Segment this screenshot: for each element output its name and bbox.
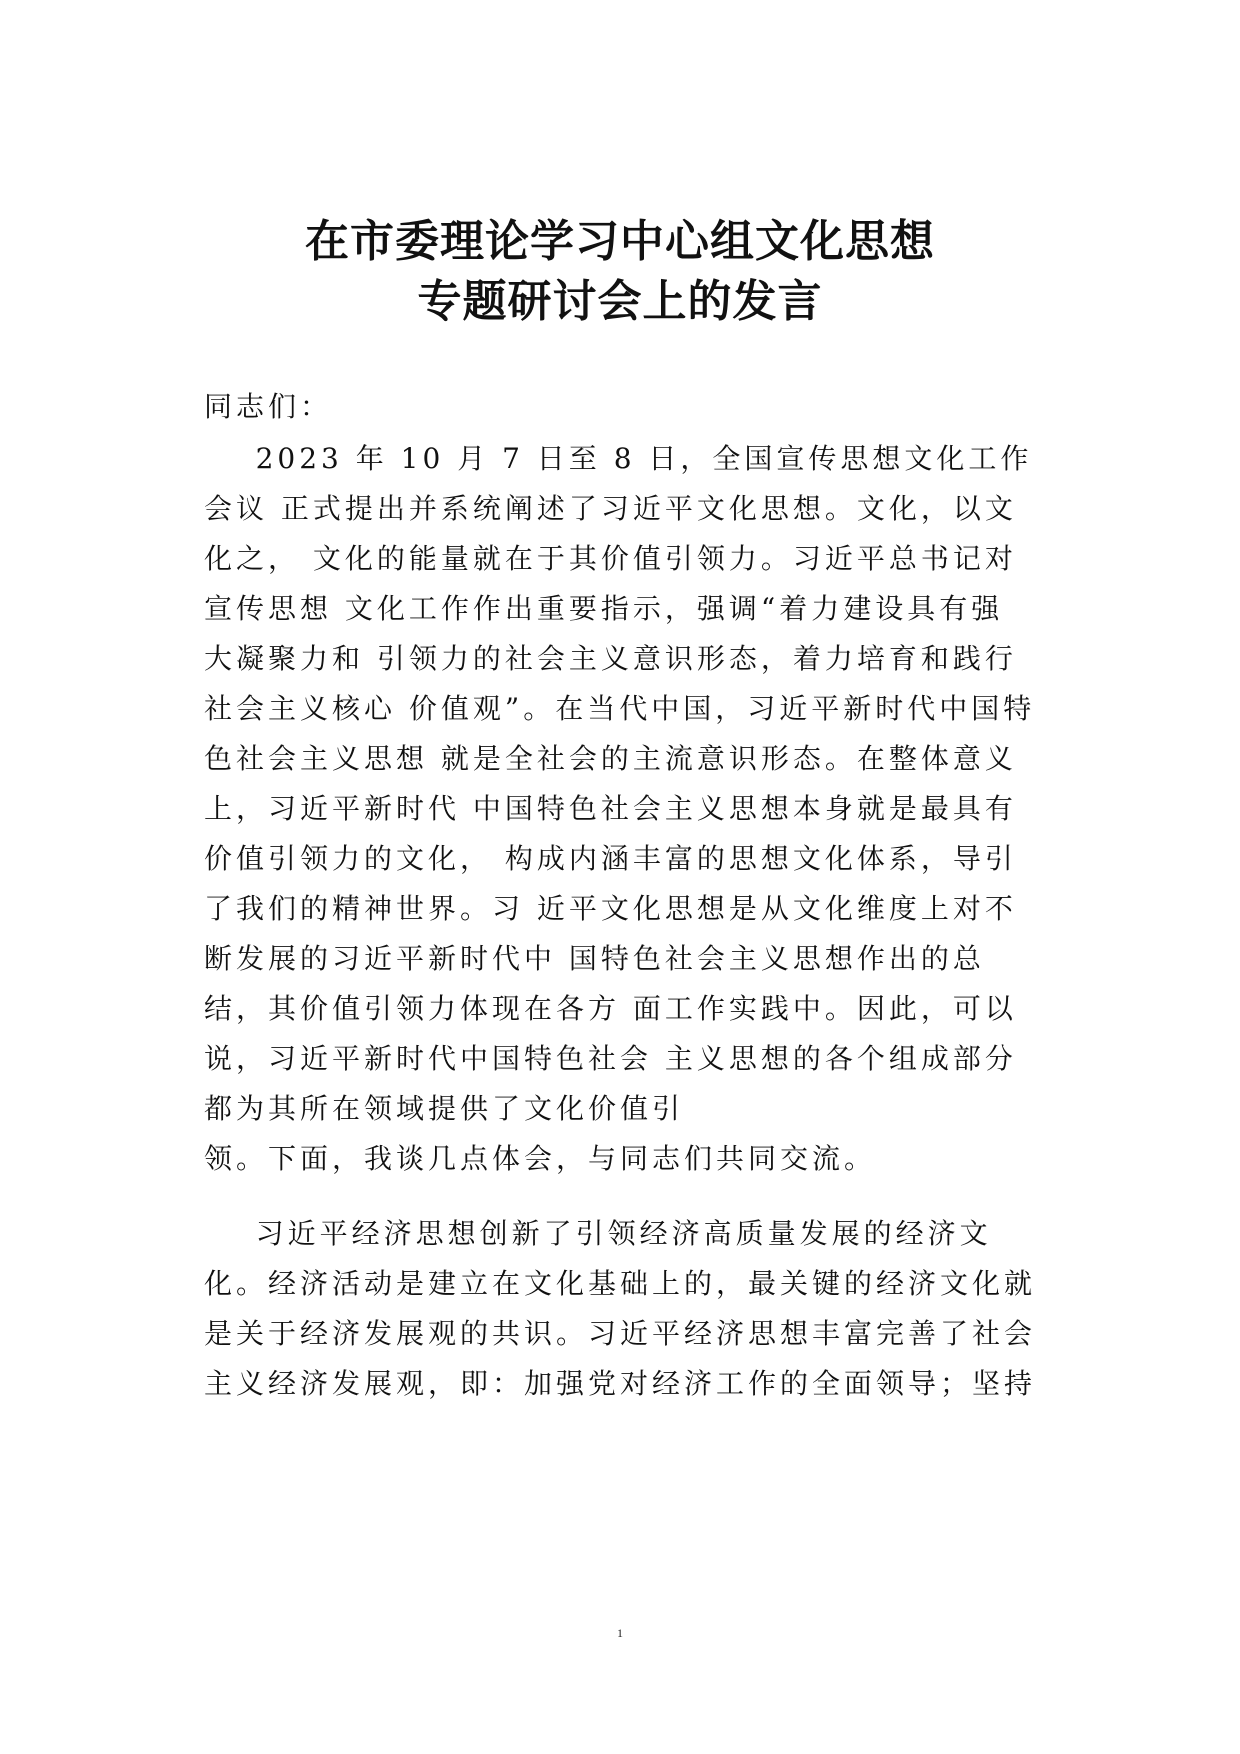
greeting-text: 同志们： — [204, 390, 333, 423]
paragraph-line: 化。经济活动是建立在文化基础上的，最关键的经济文化就 — [204, 1267, 1037, 1300]
paragraph-line: 上，习近平新时代 中国特色社会主义思想本身就是最具有 — [204, 792, 1017, 825]
paragraph-1 — [204, 434, 1084, 1184]
paragraph-line: 结，其价值引领力体现在各方 面工作实践中。因此，可以 — [204, 992, 1017, 1025]
paragraph-line: 大凝聚力和 引领力的社会主义意识形态，着力培育和践行 — [204, 642, 1017, 675]
paragraph-line: 2023 年 10 月 7 日至 8 日，全国宣传思想文化工作 — [204, 442, 1033, 475]
paragraph-line: 主义经济发展观，即：加强党对经济工作的全面领导；坚持 — [204, 1367, 1037, 1400]
paragraph-line: 是关于经济发展观的共识。习近平经济思想丰富完善了社会 — [204, 1317, 1037, 1350]
paragraph-line: 色社会主义思想 就是全社会的主流意识形态。在整体意义 — [204, 742, 1017, 775]
title-line-1: 在市委理论学习中心组文化思想 — [305, 216, 935, 267]
paragraph-line: 领。下面，我谈几点体会，与同志们共同交流。 — [204, 1142, 877, 1175]
paragraph-line: 价值引领力的文化， 构成内涵丰富的思想文化体系，导引 — [204, 842, 1017, 875]
title-line-2: 专题研讨会上的发言 — [417, 276, 823, 327]
page-number: 1 — [617, 1626, 623, 1640]
paragraph-line: 会议 正式提出并系统阐述了习近平文化思想。文化，以文 — [204, 492, 1017, 525]
paragraph-line: 习近平经济思想创新了引领经济高质量发展的经济文 — [204, 1217, 992, 1250]
paragraph-line: 了我们的精神世界。习 近平文化思想是从文化维度上对不 — [204, 892, 1017, 925]
paragraph-line: 社会主义核心 价值观”。在当代中国，习近平新时代中国特 — [204, 692, 1036, 725]
document-title — [200, 212, 1040, 332]
paragraph-line: 都为其所在领域提供了文化价值引 — [204, 1092, 685, 1125]
paragraph-2 — [204, 1209, 1084, 1409]
paragraph-line: 说，习近平新时代中国特色社会 主义思想的各个组成部分 — [204, 1042, 1017, 1075]
paragraph-line: 化之， 文化的能量就在于其价值引领力。习近平总书记对 — [204, 542, 1017, 575]
greeting — [204, 382, 1084, 432]
paragraph-line: 宣传思想 文化工作作出重要指示，强调“着力建设具有强 — [204, 592, 1004, 625]
paragraph-line: 断发展的习近平新时代中 国特色社会主义思想作出的总 — [204, 942, 985, 975]
